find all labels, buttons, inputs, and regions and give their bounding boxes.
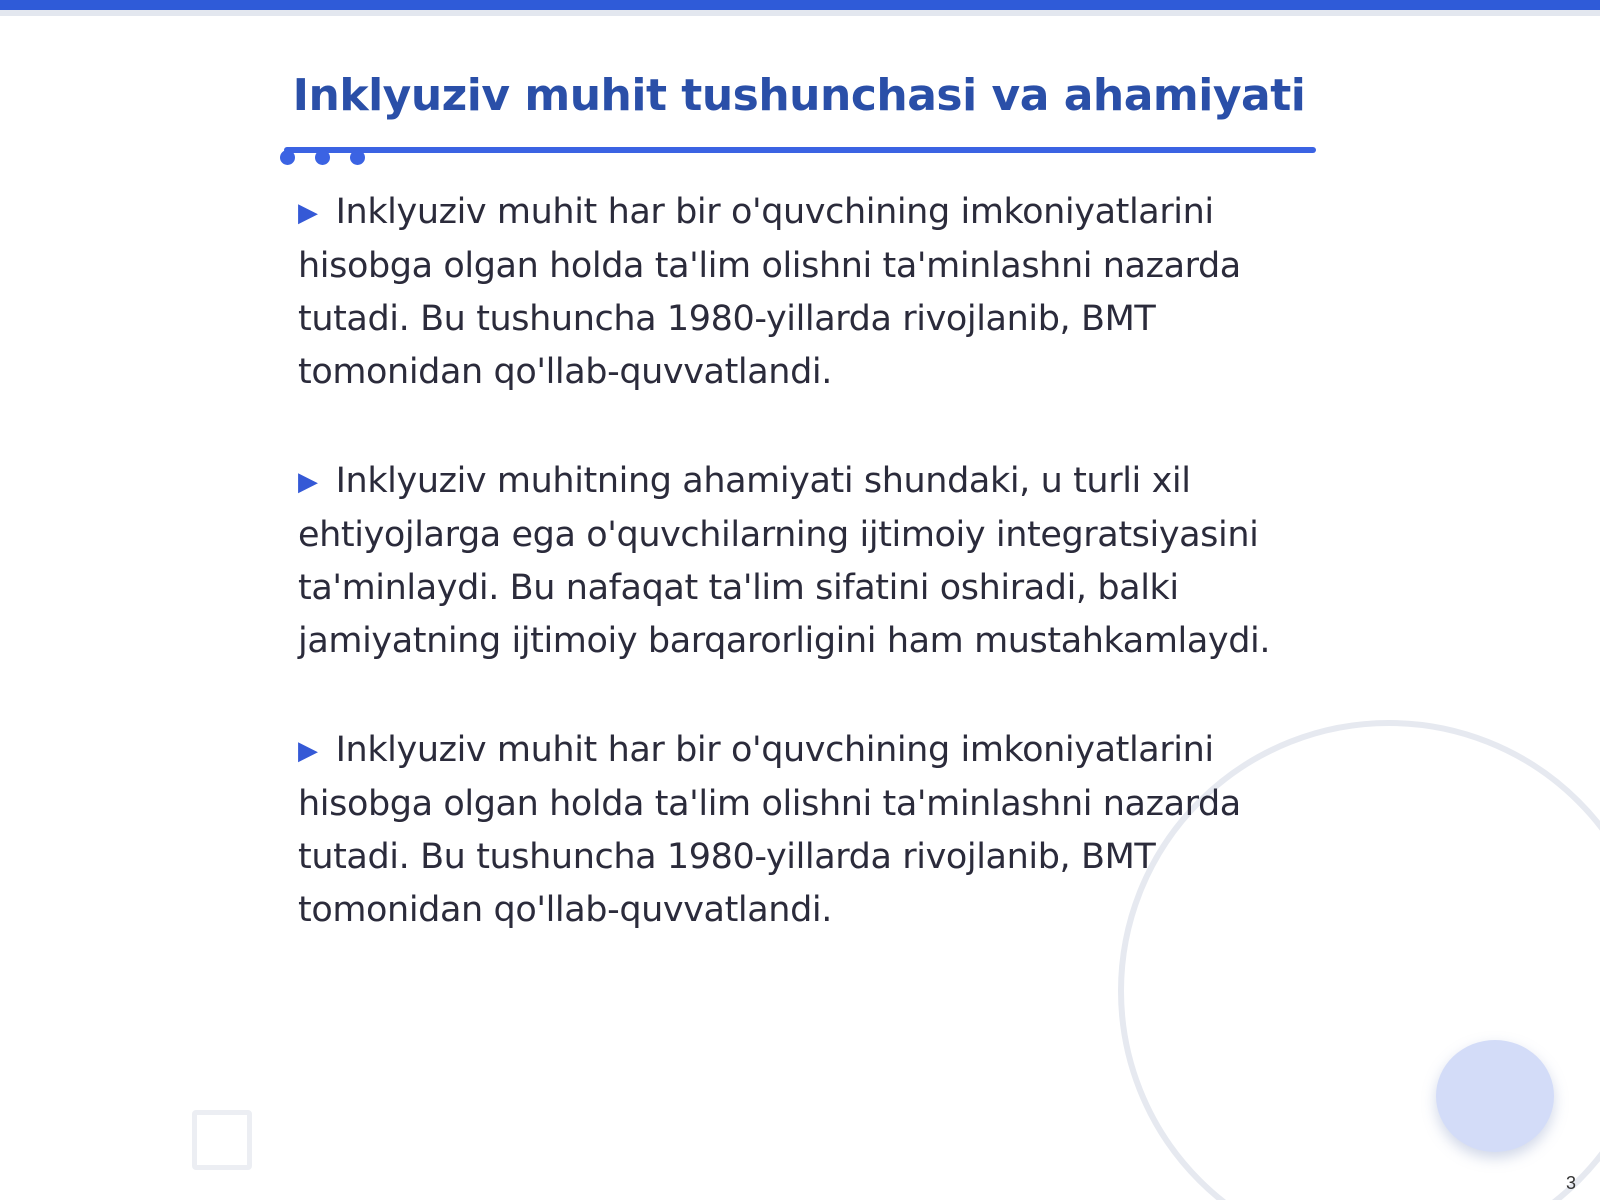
top-accent-bar	[0, 0, 1600, 10]
underline-dot	[350, 150, 365, 165]
bullet-item	[298, 455, 1318, 668]
decorative-square	[192, 1110, 252, 1170]
slide-title: Inklyuziv muhit tushunchasi va ahamiyati	[292, 70, 1306, 121]
decorative-circle	[1436, 1040, 1554, 1152]
underline-dot	[280, 150, 295, 165]
bullet-item	[298, 724, 1318, 937]
title-underline	[284, 147, 1316, 153]
bullet-text: Inklyuziv muhit har bir o'quvchining imkoniyatlarini hisobga olgan holda ta'lim olishni ta'minlashni nazarda tutadi. Bu tushuncha 1980-yillarda rivojlanib, BMT tomonidan qo'llab-quvvatlandi.	[298, 192, 1241, 392]
page-number: 3	[1565, 1173, 1576, 1193]
bullet-list	[298, 186, 1318, 993]
top-bar-shadow	[0, 10, 1600, 16]
bullet-text: Inklyuziv muhit har bir o'quvchining imkoniyatlarini hisobga olgan holda ta'lim olishni ta'minlashni nazarda tutadi. Bu tushuncha 1980-yillarda rivojlanib, BMT tomonidan qo'llab-quvvatlandi.	[298, 730, 1241, 930]
bullet-arrow-icon: ▶	[298, 198, 318, 228]
bullet-arrow-icon: ▶	[298, 736, 318, 766]
bullet-arrow-icon: ▶	[298, 467, 318, 497]
underline-dot	[315, 150, 330, 165]
bullet-text: Inklyuziv muhitning ahamiyati shundaki, u turli xil ehtiyojlarga ega o'quvchilarning ijtimoiy integratsiyasini ta'minlaydi. Bu nafaqat ta'lim sifatini oshiradi, balki jamiyatning ijtimoiy barqarorligini ham mustahkamlaydi.	[298, 461, 1271, 661]
bullet-item	[298, 186, 1318, 399]
